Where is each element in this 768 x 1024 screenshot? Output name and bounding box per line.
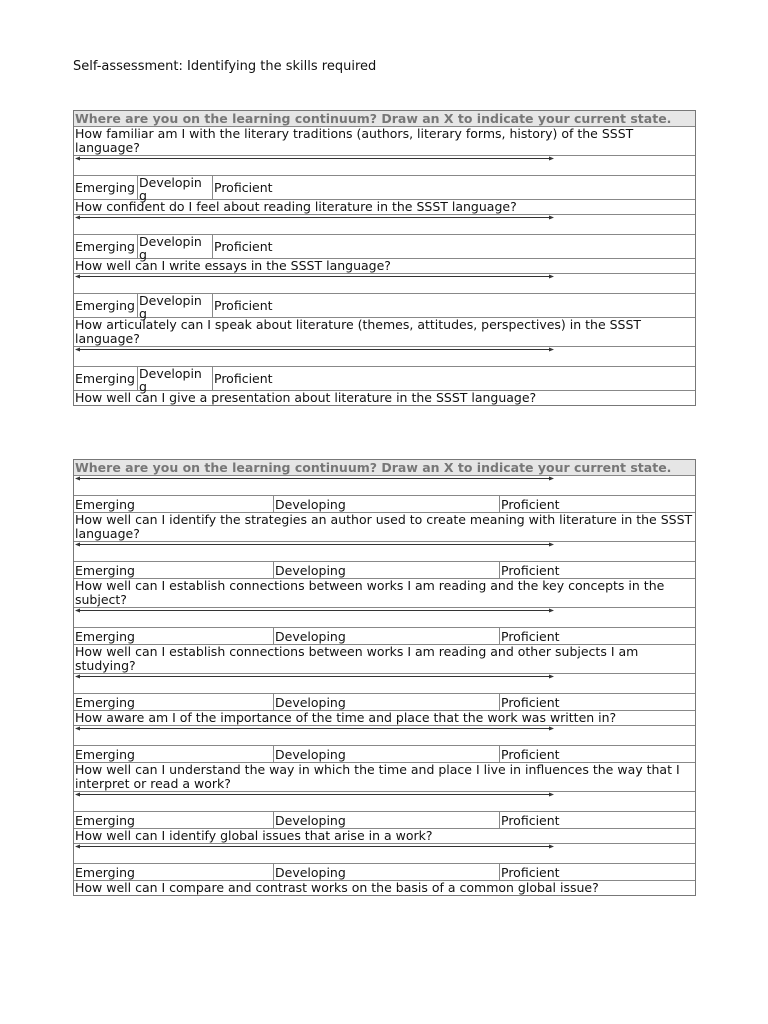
double-arrow-icon: [74, 792, 694, 812]
level-emerging: Emerging: [74, 367, 138, 390]
level-row: [74, 175, 695, 203]
level-emerging: Emerging: [74, 746, 274, 762]
level-proficient: Proficient: [501, 865, 560, 880]
continuum-arrow-row[interactable]: [74, 347, 695, 367]
level-proficient: Proficient: [214, 180, 273, 195]
level-proficient: Proficient: [501, 629, 560, 644]
question-row: How well can I write essays in the SSST language?: [74, 259, 695, 274]
level-proficient: Proficient: [501, 813, 560, 828]
double-arrow-icon: [74, 844, 694, 864]
level-row: [74, 746, 695, 763]
double-arrow-icon: [74, 608, 694, 628]
continuum-arrow-row[interactable]: [74, 608, 695, 628]
level-developing: Developin g: [138, 294, 213, 317]
level-row: [74, 694, 695, 711]
continuum-arrow-row[interactable]: [74, 674, 695, 694]
double-arrow-icon: [74, 542, 694, 562]
question-row: How well can I identify the strategies an author used to create meaning with literature in the SSST language?: [74, 513, 695, 542]
level-proficient: Proficient: [501, 563, 560, 578]
level-developing: Developing: [274, 496, 500, 512]
level-developing: Developing: [274, 628, 500, 644]
double-arrow-icon: [74, 476, 694, 496]
level-developing: Developin g: [138, 176, 213, 199]
double-arrow-icon: [74, 274, 694, 294]
question-row: How well can I understand the way in which the time and place I live in influences the way that I interpret or read a work?: [74, 763, 695, 792]
level-proficient: Proficient: [501, 497, 560, 512]
question-row: How aware am I of the importance of the time and place that the work was written in?: [74, 711, 695, 726]
question-row: How confident do I feel about reading literature in the SSST language?: [74, 200, 695, 215]
level-emerging: Emerging: [74, 294, 138, 317]
level-proficient: Proficient: [214, 371, 273, 386]
continuum-arrow-row[interactable]: [74, 792, 695, 812]
level-developing: Developing: [274, 694, 500, 710]
level-emerging: Emerging: [74, 812, 274, 828]
level-row: [74, 293, 695, 321]
level-emerging: Emerging: [74, 562, 274, 578]
level-developing: Developing: [274, 812, 500, 828]
level-proficient: Proficient: [501, 747, 560, 762]
level-developing: Developin g: [138, 235, 213, 258]
level-row: [74, 562, 695, 579]
continuum-arrow-row[interactable]: [74, 215, 695, 235]
question-row: How well can I give a presentation about literature in the SSST language?: [75, 390, 537, 405]
level-emerging: Emerging: [74, 864, 274, 880]
question-row: How well can I establish connections between works I am reading and the key concepts in the subject?: [74, 579, 695, 608]
level-developing: Developing: [274, 746, 500, 762]
page-title: Self-assessment: Identifying the skills required: [73, 59, 377, 74]
level-developing: Developing: [274, 562, 500, 578]
double-arrow-icon: [74, 156, 694, 176]
level-proficient: Proficient: [214, 239, 273, 254]
question-row: How articulately can I speak about literature (themes, attitudes, perspectives) in the SSST language?: [74, 318, 695, 347]
question-row: How familiar am I with the literary traditions (authors, literary forms, history) of the SSST language?: [74, 127, 695, 156]
level-proficient: Proficient: [214, 298, 273, 313]
level-row: [74, 812, 695, 829]
continuum-arrow-row[interactable]: [74, 476, 695, 496]
continuum-arrow-row[interactable]: [74, 726, 695, 746]
continuum-arrow-row[interactable]: [74, 274, 695, 294]
level-row: [74, 366, 695, 394]
level-developing: Developing: [274, 864, 500, 880]
continuum-arrow-row[interactable]: [74, 844, 695, 864]
question-row: How well can I identify global issues that arise in a work?: [74, 829, 695, 844]
level-emerging: Emerging: [74, 235, 138, 258]
question-row: How well can I establish connections between works I am reading and other subjects I am studying?: [74, 645, 695, 674]
continuum-table-1: [73, 110, 696, 406]
double-arrow-icon: [74, 674, 694, 694]
level-proficient: Proficient: [501, 695, 560, 710]
level-emerging: Emerging: [74, 628, 274, 644]
double-arrow-icon: [74, 726, 694, 746]
level-row: [74, 628, 695, 645]
level-developing: Developin g: [138, 367, 213, 390]
continuum-arrow-row[interactable]: [74, 542, 695, 562]
table-header: Where are you on the learning continuum? Draw an X to indicate your current state.: [74, 111, 695, 127]
level-emerging: Emerging: [74, 694, 274, 710]
level-row: [74, 234, 695, 262]
double-arrow-icon: [74, 215, 694, 235]
level-emerging: Emerging: [74, 496, 274, 512]
table-header: Where are you on the learning continuum? Draw an X to indicate your current state.: [74, 460, 695, 476]
level-emerging: Emerging: [74, 176, 138, 199]
continuum-table-2: [73, 459, 696, 896]
level-row: [74, 864, 695, 881]
question-row: How well can I compare and contrast works on the basis of a common global issue?: [75, 880, 599, 895]
continuum-arrow-row[interactable]: [74, 156, 695, 176]
level-row: [74, 496, 695, 513]
double-arrow-icon: [74, 347, 694, 367]
